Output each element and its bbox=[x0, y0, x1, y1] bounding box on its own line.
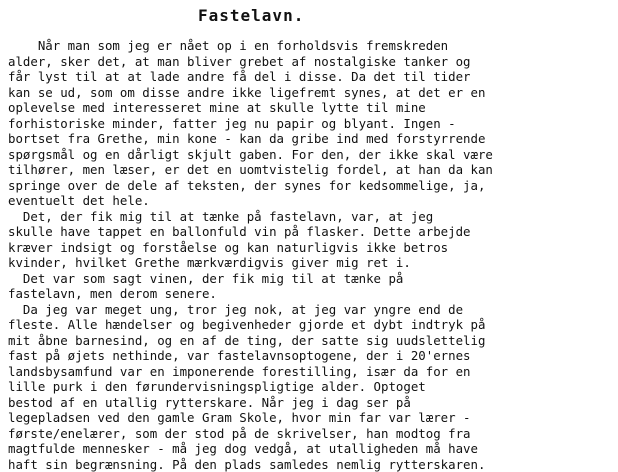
text-line: bestod af en utallig rytterskare. Når jeg i dag ser på bbox=[8, 395, 612, 411]
text-line: mit åbne barnesind, og en af de ting, der satte sig uudslettelig bbox=[8, 333, 612, 349]
document-body bbox=[8, 38, 612, 472]
text-line: fast på øjets nethinde, var fastelavnsoptogene, der i 20'ernes bbox=[8, 348, 612, 364]
text-line: tilhører, men læser, er det en uomtvistelig fordel, at han da kan bbox=[8, 162, 612, 178]
text-line: oplevelse med interesseret mine at skulle lytte til mine bbox=[8, 100, 612, 116]
document-title: Fastelavn. bbox=[198, 6, 304, 25]
text-line: lille purk i den førundervisningspligtige alder. Optoget bbox=[8, 379, 612, 395]
text-line: eventuelt det hele. bbox=[8, 193, 612, 209]
text-line: første/enelærer, som der stod på de skrivelser, han modtog fra bbox=[8, 426, 612, 442]
text-line: Det var som sagt vinen, der fik mig til at tænke på bbox=[8, 271, 612, 287]
text-line: haft sin begrænsning. På den plads samledes nemlig rytterskaren. bbox=[8, 457, 612, 472]
text-line: bortset fra Grethe, min kone - kan da gribe ind med forstyrrende bbox=[8, 131, 612, 147]
text-line: får lyst til at at lade andre få del i disse. Da det til tider bbox=[8, 69, 612, 85]
text-line: legepladsen ved den gamle Gram Skole, hvor min far var lærer - bbox=[8, 410, 612, 426]
text-line: magtfulde mennesker - må jeg dog vedgå, at utalligheden må have bbox=[8, 441, 612, 457]
text-line: kvinder, hvilket Grethe mærkværdigvis giver mig ret i. bbox=[8, 255, 612, 271]
text-line: fastelavn, men derom senere. bbox=[8, 286, 612, 302]
text-line: Da jeg var meget ung, tror jeg nok, at jeg var yngre end de bbox=[8, 302, 612, 318]
text-line: fleste. Alle hændelser og begivenheder gjorde et dybt indtryk på bbox=[8, 317, 612, 333]
text-line: alder, sker det, at man bliver grebet af nostalgiske tanker og bbox=[8, 54, 612, 70]
text-line: Når man som jeg er nået op i en forholdsvis fremskreden bbox=[8, 38, 612, 54]
text-line: spørgsmål og en dårligt skjult gaben. For den, der ikke skal være bbox=[8, 147, 612, 163]
text-line: springe over de dele af teksten, der synes for kedsommelige, ja, bbox=[8, 178, 612, 194]
text-line: kræver indsigt og forståelse og kan naturligvis ikke betros bbox=[8, 240, 612, 256]
text-line: skulle have tappet en ballonfuld vin på flasker. Dette arbejde bbox=[8, 224, 612, 240]
text-line: forhistoriske minder, fatter jeg nu papir og blyant. Ingen - bbox=[8, 116, 612, 132]
text-line: Det, der fik mig til at tænke på fastelavn, var, at jeg bbox=[8, 209, 612, 225]
text-line: landsbysamfund var en imponerende forestilling, især da for en bbox=[8, 364, 612, 380]
text-line: kan se ud, som om disse andre ikke ligefremt synes, at det er en bbox=[8, 85, 612, 101]
